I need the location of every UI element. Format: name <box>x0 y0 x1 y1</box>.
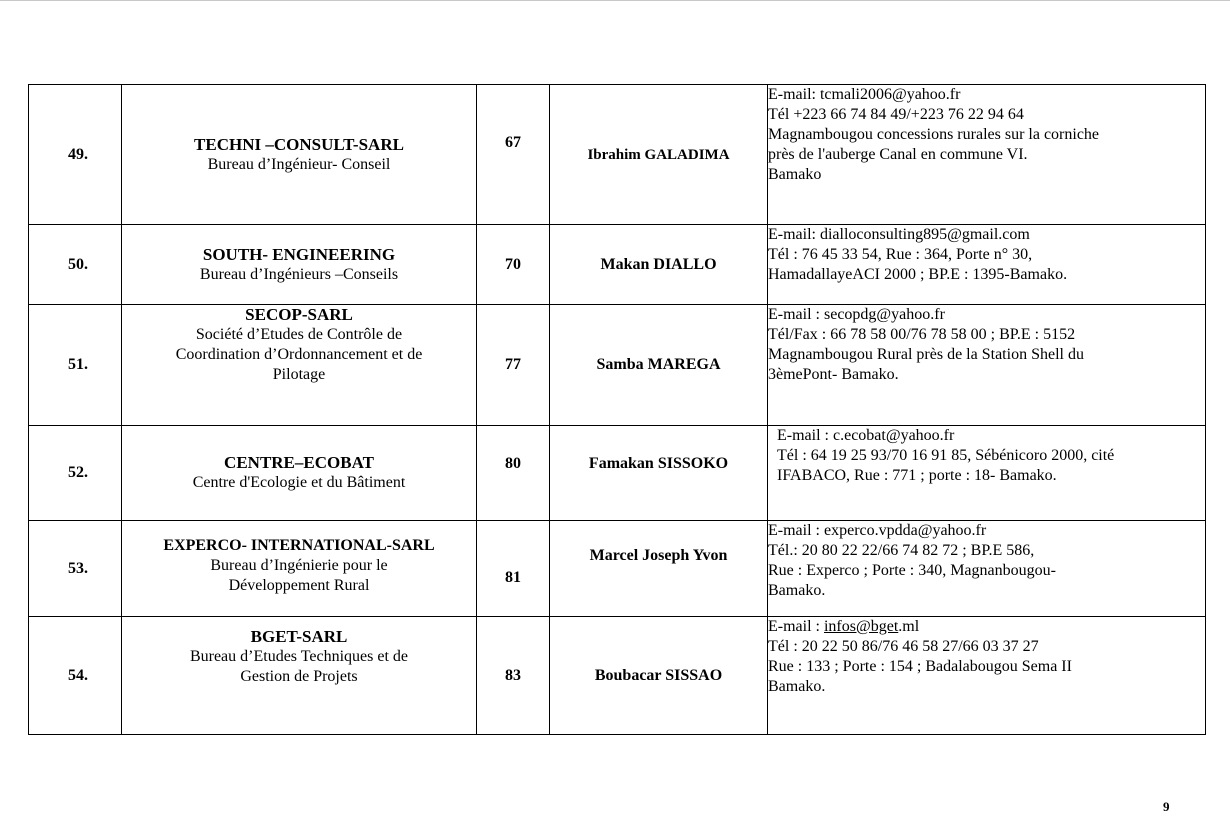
registration-code: 80 <box>477 426 550 521</box>
table-row <box>29 521 1206 617</box>
company-cell <box>122 225 477 305</box>
address-line: 3èmePont- Bamako. <box>768 366 899 383</box>
contact-person: Ibrahim GALADIMA <box>550 85 768 225</box>
page-number: 9 <box>1163 799 1170 814</box>
contact-person: Marcel Joseph Yvon <box>550 521 768 617</box>
contact-person: Famakan SISSOKO <box>550 426 768 521</box>
table-row <box>29 305 1206 426</box>
email-text: E-mail : infos@bget.ml <box>768 618 920 635</box>
address-cell <box>768 521 1206 617</box>
company-cell <box>122 85 477 225</box>
registration-code: 83 <box>477 617 550 735</box>
consultancy-registry-table <box>28 84 1206 735</box>
address-line: HamadallayeACI 2000 ; BP.E : 1395-Bamako. <box>768 266 1068 283</box>
address-line: Bamako <box>768 166 822 183</box>
address-line: près de l'auberge Canal en commune VI. <box>768 146 1028 163</box>
company-cell <box>122 521 477 617</box>
address-line: Magnambougou Rural près de la Station Shell du <box>768 346 1084 363</box>
top-border-line <box>0 0 1230 1</box>
table-row <box>29 85 1206 225</box>
company-description: Pilotage <box>272 366 326 383</box>
company-description: Gestion de Projets <box>240 668 358 685</box>
contact-person: Boubacar SISSAO <box>550 617 768 735</box>
email-line: E-mail : c.ecobat@yahoo.fr <box>777 427 955 444</box>
company-description: Bureau d’Ingénieurs –Conseils <box>199 265 399 283</box>
company-name: BGET-SARL <box>250 627 348 646</box>
company-cell <box>122 617 477 735</box>
company-description: Bureau d’Ingénierie pour le <box>210 557 388 574</box>
email-line <box>768 617 1205 637</box>
table-row <box>29 225 1206 305</box>
address-line: Tél : 76 45 33 54, Rue : 364, Porte n° 30, <box>768 246 1033 263</box>
table-row <box>29 617 1206 735</box>
company-description: Coordination d’Ordonnancement et de <box>175 346 423 363</box>
company-description: Société d’Etudes de Contrôle de <box>195 326 403 343</box>
company-description: Bureau d’Etudes Techniques et de <box>189 648 409 665</box>
address-line: Magnambougou concessions rurales sur la corniche <box>768 126 1100 143</box>
registration-code: 81 <box>477 521 550 617</box>
company-name: SOUTH- ENGINEERING <box>202 244 396 264</box>
address-cell <box>768 225 1206 305</box>
company-name: TECHNI –CONSULT-SARL <box>194 134 404 154</box>
email-line: E-mail: tcmali2006@yahoo.fr <box>768 86 961 103</box>
table-row <box>29 426 1206 521</box>
address-line: Bamako. <box>768 582 826 599</box>
registration-code: 67 <box>477 85 550 225</box>
contact-person: Samba MAREGA <box>550 305 768 426</box>
company-name: EXPERCO- INTERNATIONAL-SARL <box>163 537 435 554</box>
email-line: E-mail : experco.vpdda@yahoo.fr <box>768 522 987 539</box>
company-description: Bureau d’Ingénieur- Conseil <box>207 155 391 173</box>
address-line: Tél.: 20 80 22 22/66 74 82 72 ; BP.E 586, <box>768 542 1035 559</box>
company-name: CENTRE–ECOBAT <box>224 453 374 472</box>
row-number: 51. <box>29 305 122 426</box>
address-line: Tél/Fax : 66 78 58 00/76 78 58 00 ; BP.E : 5152 <box>768 326 1076 343</box>
address-cell <box>768 305 1206 426</box>
address-line: Bamako. <box>768 678 826 695</box>
row-number: 49. <box>29 85 122 225</box>
address-line: Rue : Experco ; Porte : 340, Magnanbougou- <box>768 562 1056 579</box>
address-cell <box>768 426 1206 521</box>
registration-code: 77 <box>477 305 550 426</box>
email-line: E-mail : secopdg@yahoo.fr <box>768 306 945 323</box>
company-name: SECOP-SARL <box>245 305 353 324</box>
email-line: E-mail: dialloconsulting895@gmail.com <box>768 226 1030 243</box>
company-cell <box>122 426 477 521</box>
row-number: 53. <box>29 521 122 617</box>
address-line: Tél : 20 22 50 86/76 46 58 27/66 03 37 27 <box>768 638 1039 655</box>
address-line: IFABACO, Rue : 771 ; porte : 18- Bamako. <box>777 467 1057 484</box>
address-cell <box>768 85 1206 225</box>
address-cell <box>768 617 1206 735</box>
row-number: 52. <box>29 426 122 521</box>
contact-person: Makan DIALLO <box>550 225 768 305</box>
address-line: Rue : 133 ; Porte : 154 ; Badalabougou Sema II <box>768 658 1072 675</box>
row-number: 54. <box>29 617 122 735</box>
company-cell <box>122 305 477 426</box>
registration-code: 70 <box>477 225 550 305</box>
address-line: Tél +223 66 74 84 49/+223 76 22 94 64 <box>768 106 1024 123</box>
row-number: 50. <box>29 225 122 305</box>
company-description: Centre d'Ecologie et du Bâtiment <box>192 474 406 491</box>
address-line: Tél : 64 19 25 93/70 16 91 85, Sébénicoro 2000, cité <box>777 447 1115 464</box>
company-description: Développement Rural <box>228 577 370 594</box>
